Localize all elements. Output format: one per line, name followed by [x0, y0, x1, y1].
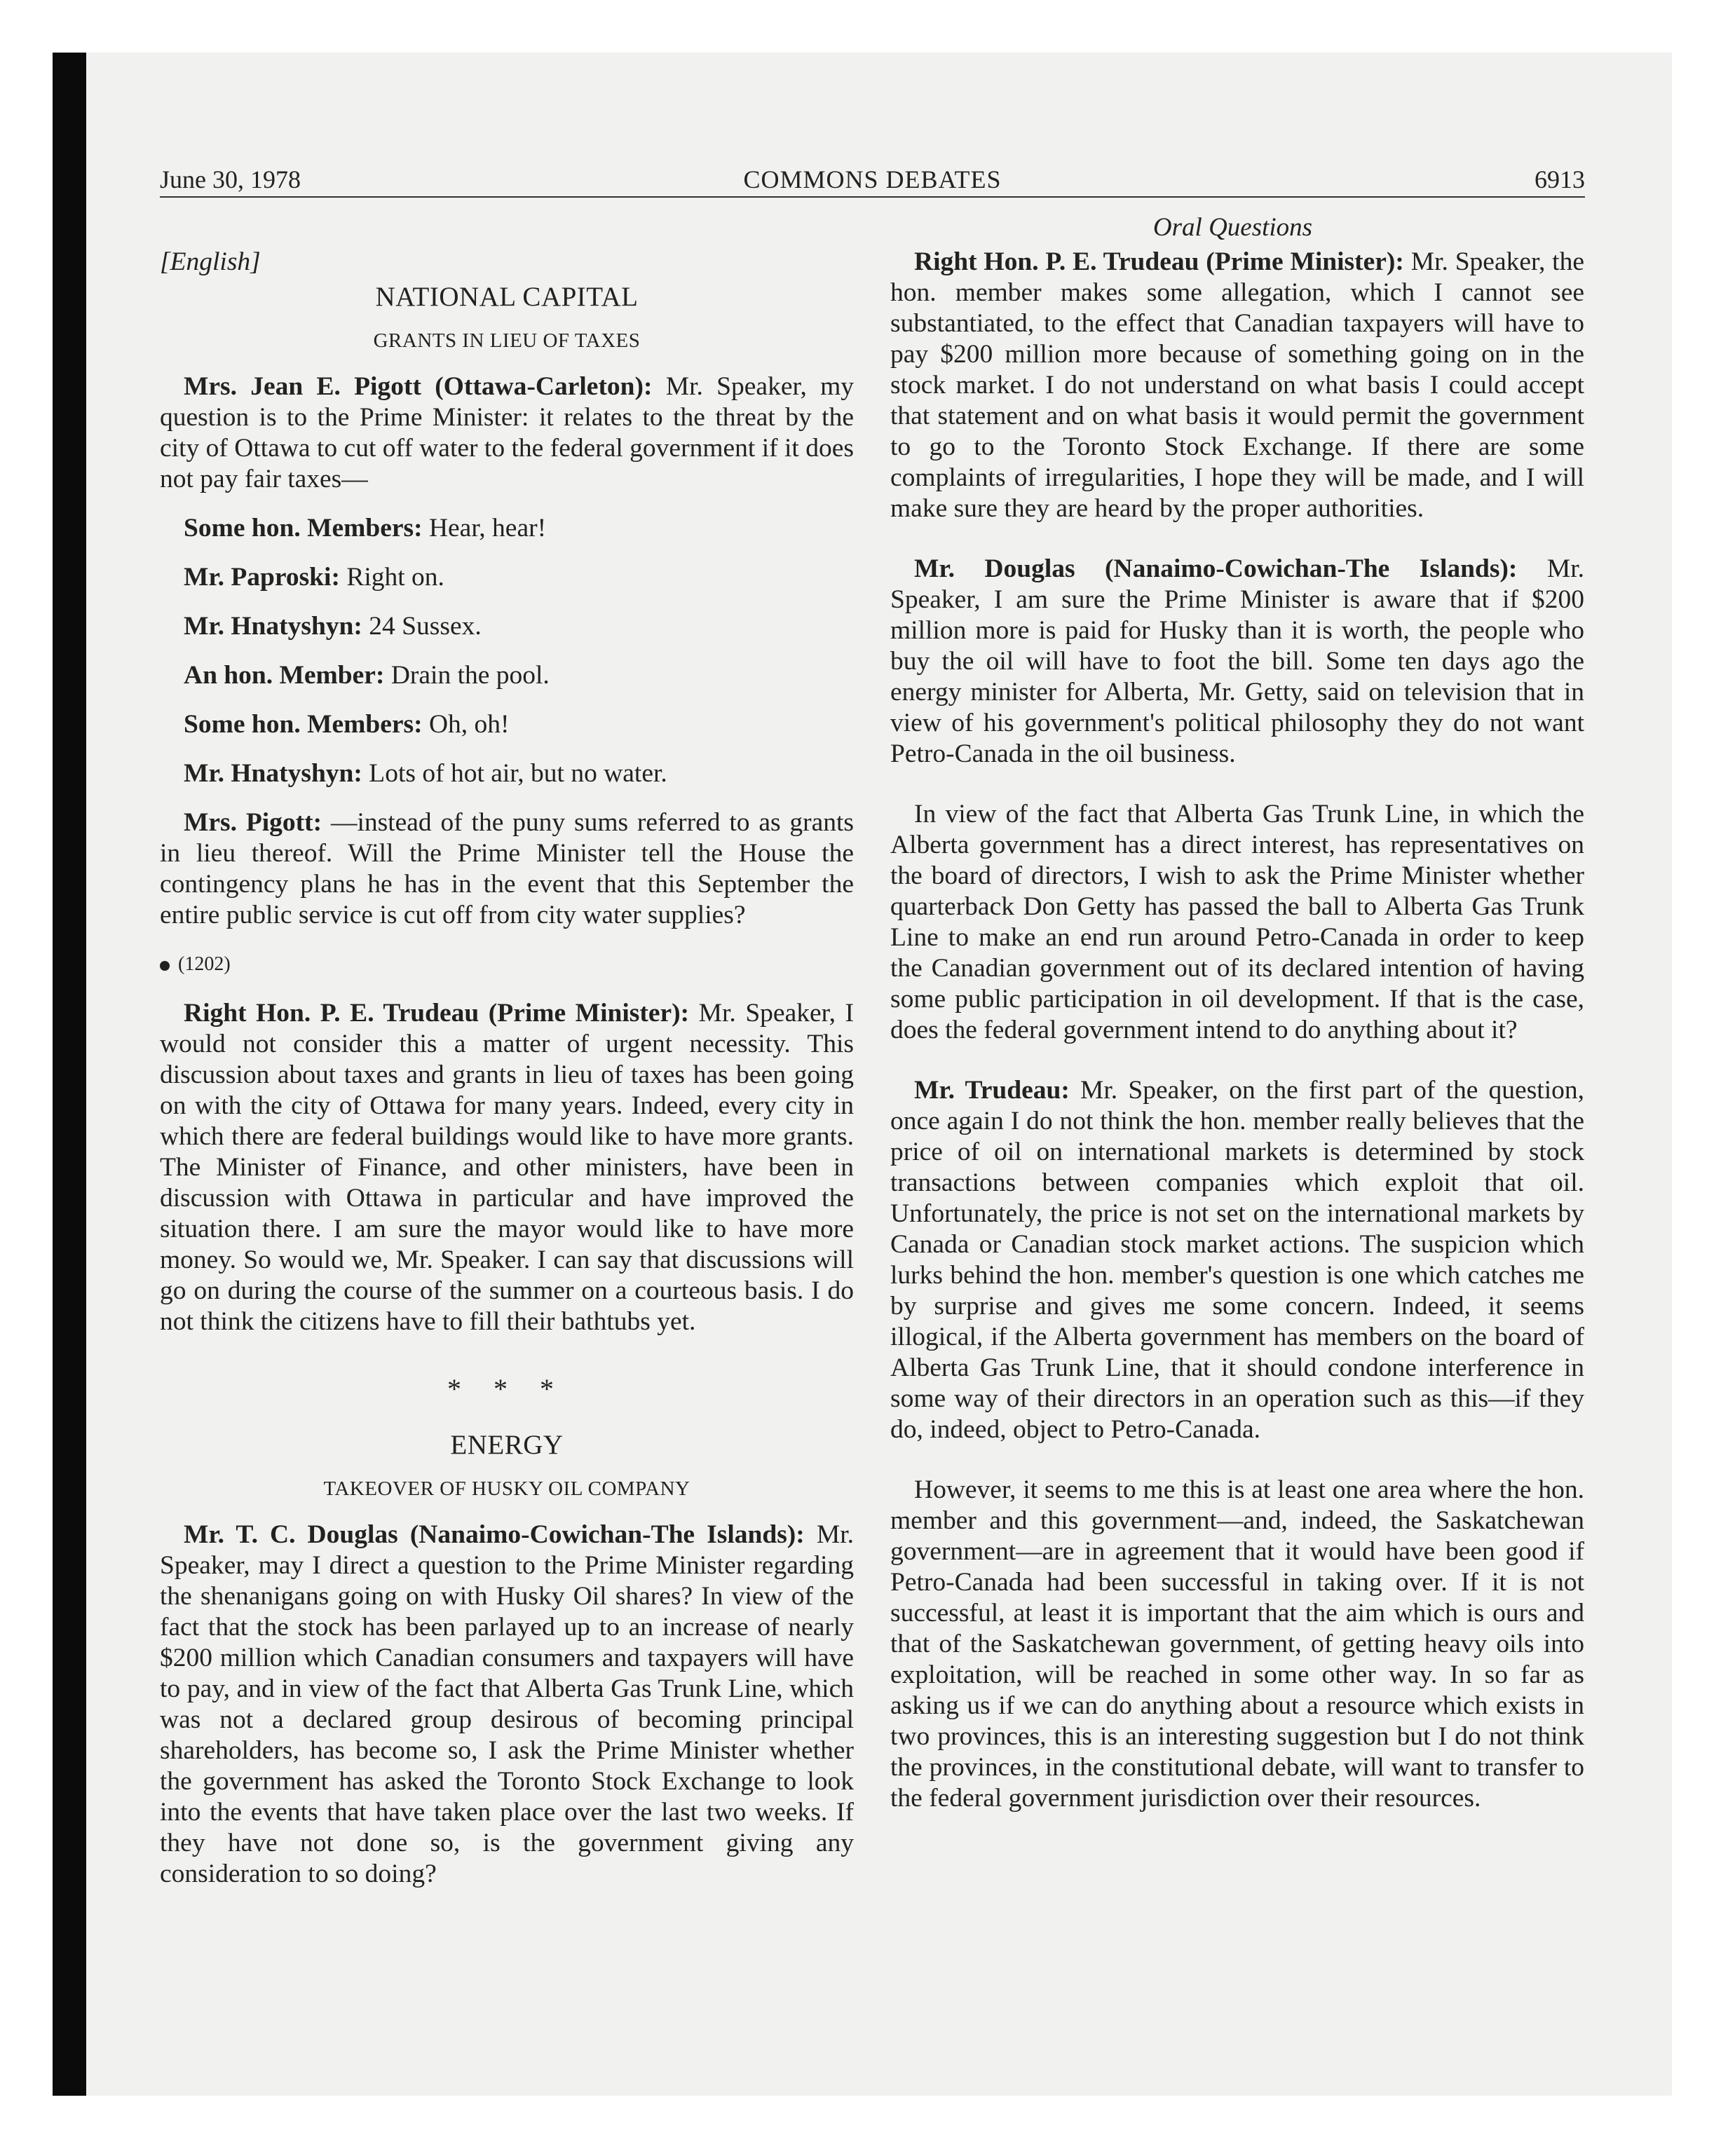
speaker-name: Right Hon. P. E. Trudeau (Prime Minister):: [184, 999, 690, 1028]
header-title: COMMONS DEBATES: [743, 165, 1002, 193]
language-note: [English]: [160, 247, 261, 276]
speaker-name: Some hon. Members:: [184, 710, 423, 739]
scan-edge-shadow: [53, 53, 86, 2096]
section-heading: ENERGY: [450, 1430, 564, 1460]
speech-text: However, it seems to me this is at least one area where the hon. member and this government—and, indeed, the Saskatchewan government—are in agreement that it would have been good if Petro-Canada had been successful in taking over. If it is not successful, at least it is important that the aim which is ours and that of the Saskatchewan government, of getting heavy oils into exploitation, will be reached in some other way. In so far as asking us if we can do anything about a resource which exists in two provinces, this is an interesting suggestion but I do not think the provinces, in the constitutional debate, will want to transfer to the federal government jurisdiction over their resources.: [890, 1475, 1584, 1813]
speech-text: Mr. Speaker, may I direct a question to the Prime Minister regarding the shenanigans going on with Husky Oil shares? In view of the fact that the stock has been parlayed up to an increase of nearly $200 million which Canadian consumers and taxpayers will have to pay, and in view of the fact that Alberta Gas Trunk Line, which was not a declared group desirous of becoming principal shareholders, has become so, I ask the Prime Minister whether the government has asked the Toronto Stock Exchange to look into the events that have taken place over the last two weeks. If they have not done so, is the government giving any consideration to so doing?: [160, 1520, 855, 1888]
section-subheading: TAKEOVER OF HUSKY OIL COMPANY: [323, 1478, 690, 1500]
speech-paragraph: [160, 758, 854, 789]
header-rule: [160, 196, 1585, 198]
speaker-name: Mr. T. C. Douglas (Nanaimo-Cowichan-The Islands):: [184, 1520, 805, 1549]
speech-text: Mr. Speaker, I am sure the Prime Minister is aware that if $200 million more is paid for Husky than it is worth, the people who buy the oil will have to foot the bill. Some ten days ago the energy minister for Alberta, Mr. Getty, said on television that in view of his government's political philosophy they do not want Petro-Canada in the oil business.: [890, 554, 1584, 768]
speech-paragraph: [160, 513, 854, 544]
speech-text: Oh, oh!: [428, 710, 510, 739]
page-header: [160, 160, 1585, 199]
speaker-name: Some hon. Members:: [184, 514, 423, 543]
speech-text: Mr. Speaker, the hon. member makes some allegation, which I cannot see substantiated, to the effect that Canadian taxpayers will have to pay $200 million more because of something going on in the stock market. I do not understand on what basis I could accept that statement and on what basis it would permit the government to go to the Toronto Stock Exchange. If there are some complaints of irregularities, I hope they will be made, and I will make sure they are heard by the proper authorities.: [890, 247, 1584, 523]
header-date: June 30, 1978: [160, 165, 301, 193]
speech-text: Hear, hear!: [428, 514, 547, 543]
speech-text: Lots of hot air, but no water.: [369, 759, 667, 788]
speech-text: Right on.: [346, 563, 444, 592]
speech-paragraph: [890, 247, 1584, 524]
speech-paragraph: [160, 562, 854, 593]
section-separator: * * *: [447, 1373, 566, 1405]
speaker-name: Mr. Hnatyshyn:: [184, 759, 362, 788]
speech-paragraph: [160, 1520, 854, 1890]
speaker-name: An hon. Member:: [184, 661, 385, 690]
speech-paragraph: [160, 660, 854, 691]
speaker-name: Right Hon. P. E. Trudeau (Prime Minister):: [914, 247, 1404, 276]
speaker-name: Mrs. Pigott:: [184, 808, 322, 837]
speech-paragraph: [160, 371, 854, 495]
speaker-name: Mr. Hnatyshyn:: [184, 612, 362, 641]
bullet-icon: [160, 961, 170, 971]
speaker-name: Mr. Paproski:: [184, 563, 340, 592]
time-marker-text: (1202): [178, 953, 231, 975]
speech-paragraph: [890, 554, 1584, 770]
speech-text: In view of the fact that Alberta Gas Trunk Line, in which the Alberta government has a direct interest, has representatives on the board of directors, I wish to ask the Prime Minister whether quarterback Don Getty has passed the ball to Alberta Gas Trunk Line to make an end run around Petro-Canada in order to keep the Canadian government out of its declared intention of having some public participation in oil development. If that is the case, does the federal government intend to do anything about it?: [890, 800, 1584, 1044]
speech-paragraph: [890, 1075, 1584, 1445]
section-heading: NATIONAL CAPITAL: [375, 282, 639, 312]
speech-paragraph: [160, 709, 854, 740]
speaker-name: Mr. Trudeau:: [914, 1076, 1070, 1105]
speech-paragraph: [160, 611, 854, 642]
time-marker: [160, 949, 854, 980]
speech-text: Mr. Speaker, my question is to the Prime Minister: it relates to the threat by the city of Ottawa to cut off water to the federal government if it does not pay fair taxes—: [160, 372, 854, 493]
left-column: [160, 247, 854, 1890]
speech-text: Mr. Speaker, I would not consider this a matter of urgent necessity. This discussion about taxes and grants in lieu of taxes has been going on with the city of Ottawa for many years. Indeed, every city in which there are federal buildings would like to have more grants. The Minister of Finance, and other ministers, have been in discussion with Ottawa in particular and have improved the situation there. I am sure the mayor would like to have more money. So would we, Mr. Speaker. I can say that discussions will go on during the course of the summer on a courteous basis. I do not think the citizens have to fill their bathtubs yet.: [160, 999, 855, 1336]
section-label: Oral Questions: [1152, 213, 1313, 242]
speaker-name: Mrs. Jean E. Pigott (Ottawa-Carleton):: [184, 372, 653, 401]
speaker-name: Mr. Douglas (Nanaimo-Cowichan-The Islands):: [914, 554, 1518, 583]
speech-text: 24 Sussex.: [369, 612, 482, 641]
speech-text: Mr. Speaker, on the first part of the question, once again I do not think the hon. member really believes that the price of oil on international markets is determined by stock transactions between companies which exploit that oil. Unfortunately, the price is not set on the international markets by Canada or Canadian stock market actions. The suspicion which lurks behind the hon. member's question is one which catches me by surprise and gives me some concern. Indeed, it seems illogical, if the Alberta government has members on the board of Alberta Gas Trunk Line, that it should condone interference in some way of their directors in an operation such as this—if they do, indeed, object to Petro-Canada.: [890, 1076, 1585, 1444]
speech-paragraph: [160, 998, 854, 1337]
header-page-number: 6913: [1535, 165, 1585, 193]
speech-text: Drain the pool.: [390, 661, 550, 690]
section-subheading: GRANTS IN LIEU OF TAXES: [373, 329, 641, 352]
speech-paragraph: [160, 807, 854, 931]
speech-paragraph: [890, 799, 1584, 1046]
speech-paragraph: [890, 1475, 1584, 1814]
speech-text: —instead of the puny sums referred to as grants in lieu thereof. Will the Prime Minister tell the House the contingency plans he has in the event that this September the entire public service is cut off from city water supplies?: [160, 808, 855, 929]
right-column: [890, 247, 1584, 1814]
